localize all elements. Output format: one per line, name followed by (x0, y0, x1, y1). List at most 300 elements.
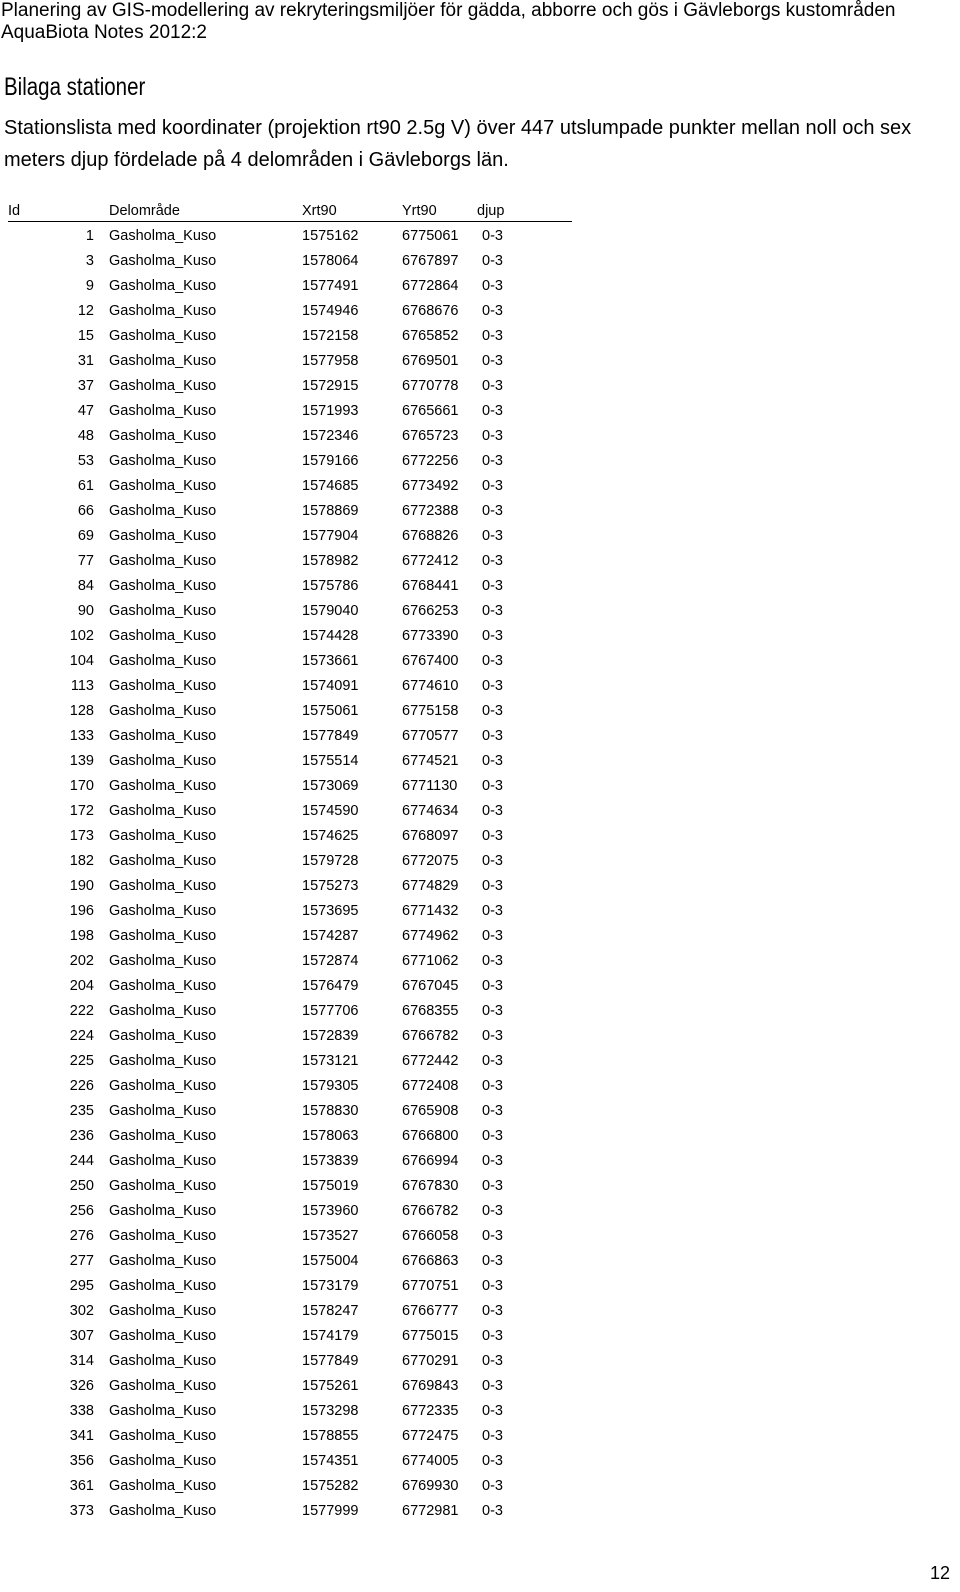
cell-xrt90: 1577849 (302, 1353, 359, 1369)
cell-yrt90: 6771062 (402, 953, 459, 969)
cell-djup: 0-3 (482, 1053, 503, 1069)
cell-xrt90: 1573839 (302, 1153, 359, 1169)
table-row (8, 1274, 572, 1299)
cell-yrt90: 6768097 (402, 828, 459, 844)
cell-delomrade: Gasholma_Kuso (109, 478, 217, 494)
table-row (8, 1349, 572, 1374)
table-row (8, 774, 572, 799)
table-row (8, 749, 572, 774)
column-header-xrt90: Xrt90 (302, 203, 337, 219)
cell-delomrade: Gasholma_Kuso (109, 953, 217, 969)
table-row (8, 949, 572, 974)
cell-yrt90: 6768441 (402, 578, 459, 594)
cell-yrt90: 6765723 (402, 428, 459, 444)
cell-id: 198 (69, 928, 94, 944)
cell-delomrade: Gasholma_Kuso (109, 678, 217, 694)
cell-yrt90: 6772408 (402, 1078, 459, 1094)
table-header-row (8, 199, 572, 222)
table-body (8, 224, 572, 1524)
cell-xrt90: 1574625 (302, 828, 359, 844)
cell-id: 15 (77, 328, 94, 344)
table-row (8, 1374, 572, 1399)
cell-djup: 0-3 (482, 1378, 503, 1394)
cell-yrt90: 6769501 (402, 353, 459, 369)
cell-yrt90: 6766782 (402, 1028, 459, 1044)
cell-djup: 0-3 (482, 1128, 503, 1144)
cell-djup: 0-3 (482, 878, 503, 894)
cell-id: 77 (77, 553, 94, 569)
cell-yrt90: 6772075 (402, 853, 459, 869)
cell-yrt90: 6771130 (402, 778, 458, 794)
cell-xrt90: 1573661 (302, 653, 359, 669)
cell-yrt90: 6770291 (402, 1353, 459, 1369)
cell-yrt90: 6772864 (402, 278, 459, 294)
cell-xrt90: 1579166 (302, 453, 359, 469)
cell-id: 256 (69, 1203, 94, 1219)
cell-djup: 0-3 (482, 728, 503, 744)
cell-djup: 0-3 (482, 753, 503, 769)
cell-xrt90: 1575273 (302, 878, 359, 894)
cell-xrt90: 1575019 (302, 1178, 359, 1194)
cell-id: 37 (77, 378, 94, 394)
cell-id: 356 (69, 1453, 94, 1469)
cell-djup: 0-3 (482, 478, 503, 494)
cell-xrt90: 1578247 (302, 1303, 359, 1319)
cell-xrt90: 1573069 (302, 778, 359, 794)
cell-id: 61 (77, 478, 94, 494)
cell-delomrade: Gasholma_Kuso (109, 878, 217, 894)
cell-delomrade: Gasholma_Kuso (109, 1278, 217, 1294)
table-row (8, 1249, 572, 1274)
cell-delomrade: Gasholma_Kuso (109, 803, 217, 819)
cell-djup: 0-3 (482, 1478, 503, 1494)
cell-yrt90: 6766777 (402, 1303, 459, 1319)
cell-yrt90: 6769843 (402, 1378, 459, 1394)
cell-id: 170 (69, 778, 94, 794)
cell-delomrade: Gasholma_Kuso (109, 353, 217, 369)
table-row (8, 374, 572, 399)
cell-yrt90: 6772981 (402, 1503, 459, 1519)
cell-xrt90: 1577491 (302, 278, 359, 294)
cell-djup: 0-3 (482, 1278, 503, 1294)
cell-delomrade: Gasholma_Kuso (109, 453, 217, 469)
cell-delomrade: Gasholma_Kuso (109, 428, 217, 444)
cell-djup: 0-3 (482, 453, 503, 469)
cell-id: 314 (69, 1353, 94, 1369)
table-row (8, 1174, 572, 1199)
table-row (8, 499, 572, 524)
cell-yrt90: 6774962 (402, 928, 459, 944)
cell-id: 182 (69, 853, 94, 869)
cell-id: 224 (69, 1028, 94, 1044)
table-row (8, 1449, 572, 1474)
table-row (8, 1149, 572, 1174)
cell-xrt90: 1575514 (302, 753, 359, 769)
cell-id: 69 (77, 528, 94, 544)
cell-id: 133 (69, 728, 94, 744)
table-row (8, 824, 572, 849)
cell-djup: 0-3 (482, 1353, 503, 1369)
cell-yrt90: 6766994 (402, 1153, 459, 1169)
cell-delomrade: Gasholma_Kuso (109, 1128, 217, 1144)
cell-delomrade: Gasholma_Kuso (109, 1428, 217, 1444)
cell-djup: 0-3 (482, 903, 503, 919)
cell-xrt90: 1577706 (302, 1003, 359, 1019)
table-row (8, 874, 572, 899)
cell-djup: 0-3 (482, 278, 503, 294)
cell-yrt90: 6771432 (402, 903, 459, 919)
table-row (8, 699, 572, 724)
cell-djup: 0-3 (482, 1428, 503, 1444)
cell-yrt90: 6766058 (402, 1228, 459, 1244)
cell-xrt90: 1578830 (302, 1103, 359, 1119)
cell-id: 236 (69, 1128, 94, 1144)
cell-djup: 0-3 (482, 1503, 503, 1519)
table-row (8, 1124, 572, 1149)
cell-yrt90: 6767400 (402, 653, 459, 669)
cell-delomrade: Gasholma_Kuso (109, 528, 217, 544)
column-header-id: Id (8, 203, 21, 219)
cell-delomrade: Gasholma_Kuso (109, 1303, 217, 1319)
cell-id: 31 (77, 353, 94, 369)
table-row (8, 974, 572, 999)
table-row (8, 1399, 572, 1424)
cell-id: 373 (69, 1503, 94, 1519)
table-row (8, 449, 572, 474)
station-table (8, 199, 572, 1524)
running-header-title: Planering av GIS-modellering av rekryteringsmiljöer för gädda, abborre och gös i Gävleborgs kustområden (1, 0, 896, 21)
cell-yrt90: 6766800 (402, 1128, 459, 1144)
cell-id: 204 (69, 978, 94, 994)
cell-id: 277 (69, 1253, 94, 1269)
cell-xrt90: 1575261 (302, 1378, 359, 1394)
table-row (8, 1024, 572, 1049)
cell-yrt90: 6768676 (402, 303, 459, 319)
cell-delomrade: Gasholma_Kuso (109, 1403, 217, 1419)
cell-id: 12 (77, 303, 94, 319)
cell-djup: 0-3 (482, 778, 503, 794)
cell-delomrade: Gasholma_Kuso (109, 828, 217, 844)
cell-id: 302 (69, 1303, 94, 1319)
cell-yrt90: 6772335 (402, 1403, 459, 1419)
table-row (8, 349, 572, 374)
cell-djup: 0-3 (482, 1303, 503, 1319)
cell-delomrade: Gasholma_Kuso (109, 778, 217, 794)
cell-delomrade: Gasholma_Kuso (109, 403, 217, 419)
cell-yrt90: 6770751 (402, 1278, 459, 1294)
cell-id: 326 (69, 1378, 94, 1394)
table-row (8, 599, 572, 624)
cell-xrt90: 1575004 (302, 1253, 359, 1269)
cell-id: 3 (85, 253, 94, 269)
cell-yrt90: 6770778 (402, 378, 459, 394)
cell-xrt90: 1577999 (302, 1503, 359, 1519)
cell-xrt90: 1573179 (302, 1278, 359, 1294)
cell-id: 196 (69, 903, 94, 919)
table-row (8, 799, 572, 824)
cell-yrt90: 6767830 (402, 1178, 459, 1194)
cell-yrt90: 6765661 (402, 403, 459, 419)
cell-delomrade: Gasholma_Kuso (109, 728, 217, 744)
cell-djup: 0-3 (482, 1178, 503, 1194)
page-number: 12 (929, 1563, 950, 1583)
cell-yrt90: 6774634 (402, 803, 459, 819)
cell-yrt90: 6766782 (402, 1203, 459, 1219)
cell-id: 276 (69, 1228, 94, 1244)
cell-djup: 0-3 (482, 828, 503, 844)
cell-xrt90: 1574179 (302, 1328, 359, 1344)
cell-xrt90: 1574685 (302, 478, 359, 494)
cell-xrt90: 1576479 (302, 978, 359, 994)
cell-djup: 0-3 (482, 578, 503, 594)
table-row (8, 1099, 572, 1124)
cell-delomrade: Gasholma_Kuso (109, 653, 217, 669)
cell-id: 53 (77, 453, 94, 469)
cell-delomrade: Gasholma_Kuso (109, 328, 217, 344)
cell-yrt90: 6768826 (402, 528, 459, 544)
table-row (8, 674, 572, 699)
cell-yrt90: 6775061 (402, 228, 459, 244)
table-row (8, 399, 572, 424)
cell-djup: 0-3 (482, 953, 503, 969)
cell-delomrade: Gasholma_Kuso (109, 253, 217, 269)
cell-delomrade: Gasholma_Kuso (109, 1103, 217, 1119)
table-row (8, 299, 572, 324)
cell-yrt90: 6766863 (402, 1253, 459, 1269)
cell-djup: 0-3 (482, 1078, 503, 1094)
cell-delomrade: Gasholma_Kuso (109, 1228, 217, 1244)
cell-delomrade: Gasholma_Kuso (109, 228, 217, 244)
cell-delomrade: Gasholma_Kuso (109, 278, 217, 294)
table-row (8, 1324, 572, 1349)
cell-xrt90: 1579728 (302, 853, 359, 869)
cell-id: 235 (69, 1103, 94, 1119)
table-row (8, 424, 572, 449)
cell-djup: 0-3 (482, 853, 503, 869)
cell-xrt90: 1573298 (302, 1403, 359, 1419)
table-row (8, 999, 572, 1024)
cell-id: 102 (69, 628, 94, 644)
cell-delomrade: Gasholma_Kuso (109, 978, 217, 994)
cell-xrt90: 1579305 (302, 1078, 359, 1094)
cell-yrt90: 6769930 (402, 1478, 459, 1494)
cell-yrt90: 6774521 (402, 753, 459, 769)
cell-id: 222 (69, 1003, 94, 1019)
cell-yrt90: 6774005 (402, 1453, 459, 1469)
cell-delomrade: Gasholma_Kuso (109, 1153, 217, 1169)
cell-delomrade: Gasholma_Kuso (109, 603, 217, 619)
cell-xrt90: 1577904 (302, 528, 359, 544)
cell-djup: 0-3 (482, 1253, 503, 1269)
cell-xrt90: 1578982 (302, 553, 359, 569)
cell-djup: 0-3 (482, 1228, 503, 1244)
table-row (8, 1074, 572, 1099)
cell-xrt90: 1575061 (302, 703, 359, 719)
cell-xrt90: 1578064 (302, 253, 359, 269)
cell-id: 47 (77, 403, 94, 419)
cell-delomrade: Gasholma_Kuso (109, 853, 217, 869)
cell-id: 113 (70, 678, 94, 694)
cell-djup: 0-3 (482, 553, 503, 569)
cell-djup: 0-3 (482, 1403, 503, 1419)
table-row (8, 524, 572, 549)
cell-delomrade: Gasholma_Kuso (109, 1028, 217, 1044)
cell-delomrade: Gasholma_Kuso (109, 703, 217, 719)
cell-djup: 0-3 (482, 303, 503, 319)
running-header-series: AquaBiota Notes 2012:2 (1, 22, 207, 43)
cell-djup: 0-3 (482, 1028, 503, 1044)
table-row (8, 899, 572, 924)
cell-djup: 0-3 (482, 1153, 503, 1169)
cell-xrt90: 1575162 (302, 228, 359, 244)
cell-djup: 0-3 (482, 253, 503, 269)
cell-xrt90: 1574590 (302, 803, 359, 819)
cell-yrt90: 6767897 (402, 253, 459, 269)
cell-xrt90: 1577958 (302, 353, 359, 369)
cell-id: 139 (69, 753, 94, 769)
cell-id: 104 (69, 653, 94, 669)
cell-delomrade: Gasholma_Kuso (109, 503, 217, 519)
cell-djup: 0-3 (482, 703, 503, 719)
cell-yrt90: 6772475 (402, 1428, 459, 1444)
column-header-djup: djup (477, 203, 505, 219)
cell-delomrade: Gasholma_Kuso (109, 1003, 217, 1019)
cell-yrt90: 6765908 (402, 1103, 459, 1119)
cell-id: 48 (77, 428, 94, 444)
cell-xrt90: 1572839 (302, 1028, 359, 1044)
cell-djup: 0-3 (482, 978, 503, 994)
cell-delomrade: Gasholma_Kuso (109, 1503, 217, 1519)
table-row (8, 1049, 572, 1074)
cell-id: 226 (69, 1078, 94, 1094)
table-row (8, 274, 572, 299)
cell-delomrade: Gasholma_Kuso (109, 1178, 217, 1194)
cell-id: 338 (69, 1403, 94, 1419)
cell-yrt90: 6773492 (402, 478, 459, 494)
cell-yrt90: 6774610 (402, 678, 459, 694)
cell-delomrade: Gasholma_Kuso (109, 753, 217, 769)
cell-djup: 0-3 (482, 1003, 503, 1019)
cell-djup: 0-3 (482, 353, 503, 369)
cell-xrt90: 1574287 (302, 928, 359, 944)
cell-djup: 0-3 (482, 803, 503, 819)
cell-xrt90: 1572874 (302, 953, 359, 969)
cell-id: 295 (69, 1278, 94, 1294)
cell-yrt90: 6772442 (402, 1053, 459, 1069)
table-row (8, 249, 572, 274)
cell-id: 172 (69, 803, 94, 819)
cell-yrt90: 6775158 (402, 703, 459, 719)
cell-djup: 0-3 (482, 328, 503, 344)
cell-delomrade: Gasholma_Kuso (109, 578, 217, 594)
table-row (8, 924, 572, 949)
cell-xrt90: 1578063 (302, 1128, 359, 1144)
cell-id: 202 (69, 953, 94, 969)
cell-id: 66 (77, 503, 94, 519)
cell-xrt90: 1571993 (302, 403, 359, 419)
cell-yrt90: 6774829 (402, 878, 459, 894)
table-row (8, 549, 572, 574)
cell-id: 341 (69, 1428, 94, 1444)
cell-xrt90: 1573695 (302, 903, 359, 919)
cell-id: 173 (69, 828, 94, 844)
cell-xrt90: 1574091 (302, 678, 359, 694)
table-row (8, 224, 572, 249)
cell-yrt90: 6770577 (402, 728, 459, 744)
cell-djup: 0-3 (482, 403, 503, 419)
cell-delomrade: Gasholma_Kuso (109, 1078, 217, 1094)
cell-djup: 0-3 (482, 1453, 503, 1469)
cell-xrt90: 1573527 (302, 1228, 359, 1244)
table-row (8, 649, 572, 674)
cell-yrt90: 6767045 (402, 978, 459, 994)
cell-yrt90: 6775015 (402, 1328, 459, 1344)
table-row (8, 849, 572, 874)
cell-xrt90: 1574351 (302, 1453, 359, 1469)
table-row (8, 474, 572, 499)
cell-xrt90: 1578869 (302, 503, 359, 519)
column-header-yrt90: Yrt90 (402, 203, 437, 219)
cell-djup: 0-3 (482, 653, 503, 669)
table-row (8, 574, 572, 599)
table-row (8, 724, 572, 749)
section-title: Bilaga stationer (4, 73, 146, 101)
cell-djup: 0-3 (482, 428, 503, 444)
table-row (8, 1299, 572, 1324)
cell-djup: 0-3 (482, 228, 503, 244)
cell-djup: 0-3 (482, 1328, 503, 1344)
cell-yrt90: 6772388 (402, 503, 459, 519)
cell-xrt90: 1577849 (302, 728, 359, 744)
cell-xrt90: 1572915 (302, 378, 359, 394)
table-row (8, 1199, 572, 1224)
cell-yrt90: 6772256 (402, 453, 459, 469)
cell-delomrade: Gasholma_Kuso (109, 1053, 217, 1069)
cell-delomrade: Gasholma_Kuso (109, 1453, 217, 1469)
table-row (8, 1224, 572, 1249)
cell-xrt90: 1573121 (302, 1053, 359, 1069)
table-row (8, 624, 572, 649)
cell-yrt90: 6768355 (402, 1003, 459, 1019)
cell-yrt90: 6766253 (402, 603, 459, 619)
cell-id: 225 (69, 1053, 94, 1069)
cell-xrt90: 1574428 (302, 628, 359, 644)
cell-djup: 0-3 (482, 628, 503, 644)
cell-id: 1 (85, 228, 94, 244)
cell-djup: 0-3 (482, 378, 503, 394)
cell-djup: 0-3 (482, 528, 503, 544)
cell-id: 244 (69, 1153, 94, 1169)
cell-xrt90: 1572346 (302, 428, 359, 444)
cell-djup: 0-3 (482, 1103, 503, 1119)
cell-id: 361 (69, 1478, 94, 1494)
cell-yrt90: 6773390 (402, 628, 459, 644)
cell-djup: 0-3 (482, 1203, 503, 1219)
cell-id: 9 (85, 278, 94, 294)
table-row (8, 324, 572, 349)
cell-xrt90: 1572158 (302, 328, 359, 344)
cell-xrt90: 1578855 (302, 1428, 359, 1444)
cell-delomrade: Gasholma_Kuso (109, 1203, 217, 1219)
cell-delomrade: Gasholma_Kuso (109, 928, 217, 944)
cell-delomrade: Gasholma_Kuso (109, 553, 217, 569)
cell-xrt90: 1575282 (302, 1478, 359, 1494)
cell-delomrade: Gasholma_Kuso (109, 628, 217, 644)
cell-yrt90: 6772412 (402, 553, 459, 569)
cell-delomrade: Gasholma_Kuso (109, 1378, 217, 1394)
cell-id: 307 (69, 1328, 94, 1344)
table-row (8, 1474, 572, 1499)
